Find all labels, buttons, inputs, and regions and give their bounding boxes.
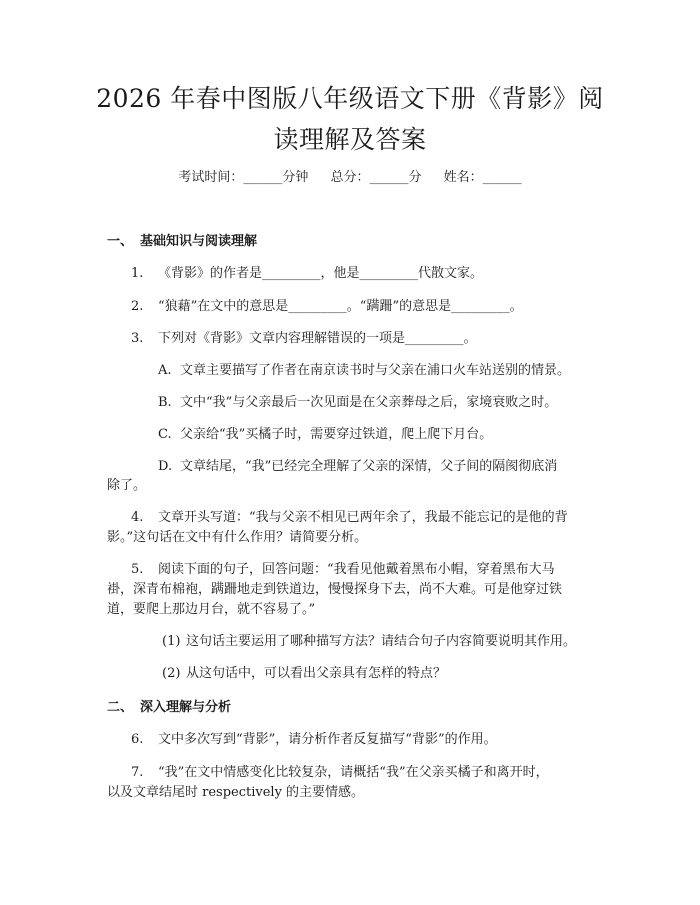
option-text: 文章结尾，“我”已经完全理解了父亲的深情，父子间的隔阂彻底消 bbox=[180, 459, 558, 474]
question-5-line-3: 道，要爬上那边月台，就不容易了。” bbox=[107, 602, 316, 617]
option-text: 父亲给“我”买橘子时，需要穿过铁道，爬上爬下月台。 bbox=[180, 427, 493, 442]
question-text: 《背影》的作者是_________，他是_________代散文家。 bbox=[158, 266, 484, 281]
sub-question-label: (2) bbox=[162, 666, 181, 681]
question-text: “狼藉”在文中的意思是_________。“蹒跚”的意思是_________。 bbox=[158, 299, 523, 314]
option-text: 文中“我”与父亲最后一次见面是在父亲葬母之后，家境衰败之时。 bbox=[180, 395, 558, 410]
question-2 bbox=[131, 295, 523, 314]
question-number: 7. bbox=[131, 765, 144, 780]
option-text: 文章主要描写了作者在南京读书时与父亲在浦口火车站送别的情景。 bbox=[180, 363, 571, 378]
student-name-field: 姓名：______ bbox=[443, 170, 522, 185]
question-4 bbox=[131, 506, 568, 525]
question-text: 文章开头写道：“我与父亲不相见已两年余了，我最不能忘记的是他的背 bbox=[158, 510, 568, 525]
question-number: 5. bbox=[131, 562, 144, 577]
section-heading-1 bbox=[107, 230, 257, 249]
option-label: B. bbox=[158, 395, 172, 410]
question-4-line-2: 影。”这句话在文中有什么作用？请简要分析。 bbox=[107, 530, 368, 545]
question-6 bbox=[131, 728, 497, 747]
question-number: 6. bbox=[131, 732, 144, 747]
sub-question-label: (1) bbox=[162, 634, 181, 649]
option-d bbox=[158, 455, 557, 474]
question-text: 文中多次写到“背影”，请分析作者反复描写“背影”的作用。 bbox=[158, 732, 497, 747]
question-3 bbox=[131, 327, 477, 346]
section-title: 基础知识与阅读理解 bbox=[140, 234, 258, 249]
option-label: D. bbox=[158, 459, 173, 474]
sub-question-1 bbox=[162, 630, 576, 649]
section-heading-2 bbox=[107, 696, 231, 715]
sub-question-2 bbox=[162, 662, 446, 681]
option-label: C. bbox=[158, 427, 172, 442]
section-title: 深入理解与分析 bbox=[140, 700, 232, 715]
question-text: “我”在文中情感变化比较复杂，请概括“我”在父亲买橘子和离开时， bbox=[158, 765, 549, 780]
sub-question-text: 从这句话中，可以看出父亲具有怎样的特点？ bbox=[186, 666, 447, 681]
question-5 bbox=[131, 558, 555, 577]
page-title bbox=[90, 78, 610, 160]
exam-time-field: 考试时间：______分钟 bbox=[178, 170, 309, 185]
title-line-2: 读理解及答案 bbox=[273, 125, 427, 154]
option-a bbox=[158, 359, 570, 378]
option-b bbox=[158, 391, 557, 410]
question-text: 下列对《背影》文章内容理解错误的一项是_________。 bbox=[158, 331, 477, 346]
question-number: 1. bbox=[131, 266, 144, 281]
title-line-1: 2026 年春中图版八年级语文下册《背影》阅 bbox=[96, 84, 604, 113]
total-score-field: 总分：______分 bbox=[330, 170, 422, 185]
question-7-line-2: 以及文章结尾时 respectively 的主要情感。 bbox=[107, 785, 365, 800]
question-number: 4. bbox=[131, 510, 144, 525]
exam-meta bbox=[0, 166, 700, 185]
option-d-continuation: 除了。 bbox=[107, 478, 147, 493]
question-5-line-2: 褂，深青布棉袍，蹒跚地走到铁道边，慢慢探身下去，尚不大难。可是他穿过铁 bbox=[107, 582, 563, 597]
option-label: A. bbox=[158, 363, 172, 378]
question-number: 2. bbox=[131, 299, 144, 314]
question-text: 阅读下面的句子，回答问题：“我看见他戴着黑布小帽，穿着黑布大马 bbox=[158, 562, 555, 577]
question-1 bbox=[131, 262, 483, 281]
question-number: 3. bbox=[131, 331, 144, 346]
section-number: 一、 bbox=[107, 234, 134, 249]
section-number: 二、 bbox=[107, 700, 134, 715]
question-7 bbox=[131, 761, 549, 780]
option-c bbox=[158, 423, 492, 442]
sub-question-text: 这句话主要运用了哪种描写方法？请结合句子内容简要说明其作用。 bbox=[186, 634, 577, 649]
